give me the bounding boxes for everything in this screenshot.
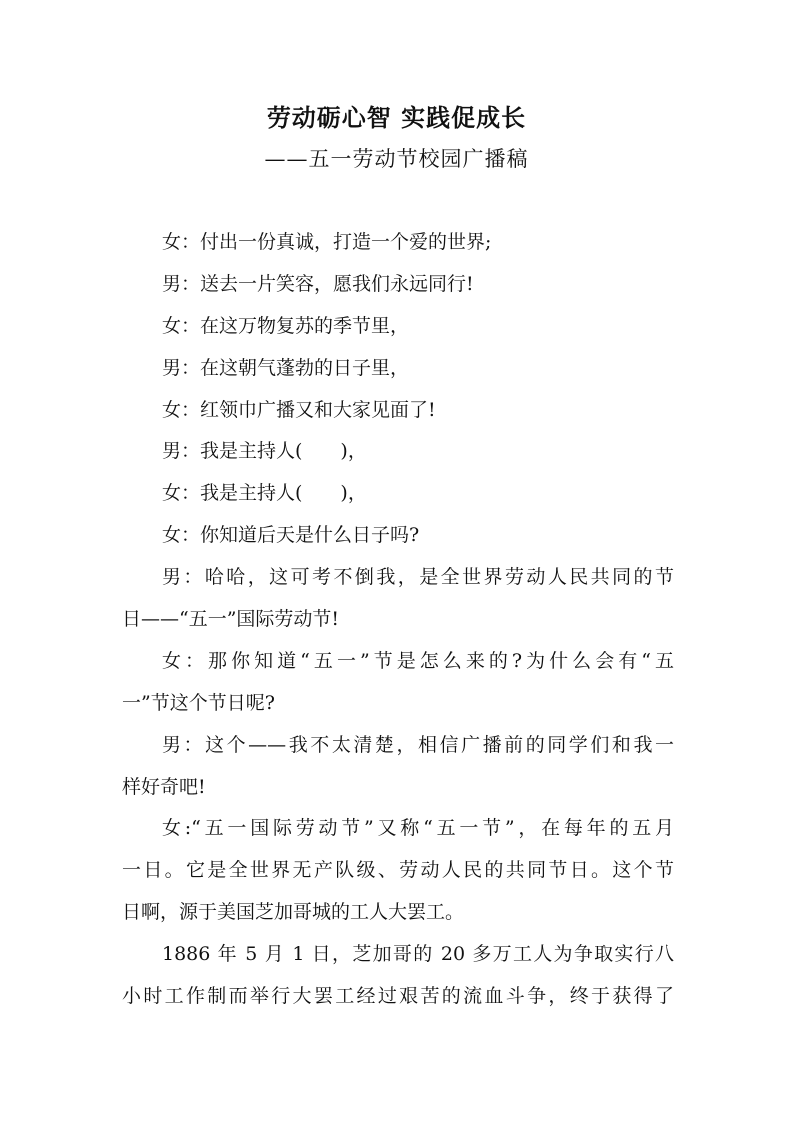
document-title: 劳动砺心智 实践促成长 — [266, 103, 527, 132]
script-line: 男：送去一片笑容，愿我们永远同行! — [162, 272, 474, 295]
script-line-continuation: 一”节这个节日呢? — [122, 691, 275, 714]
paragraph-line: 1886 年 5 月 1 日，芝加哥的 20 多万工人为争取实行八 — [162, 943, 674, 966]
script-line: 女：我是主持人( )， — [162, 482, 367, 505]
document-subtitle: ——五一劳动节校园广播稿 — [264, 147, 529, 171]
script-line: 女:“五一国际劳动节”又称“五一节”，在每年的五月 — [162, 817, 674, 840]
script-line: 男：我是主持人( )， — [162, 440, 367, 463]
script-line-continuation: 日啊，源于美国芝加哥城的工人大罢工。 — [122, 901, 465, 924]
script-line: 女：你知道后天是什么日子吗? — [162, 524, 420, 547]
script-line: 女：付出一份真诚，打造一个爱的世界; — [162, 231, 492, 253]
script-line-continuation: 一日。它是全世界无产队级、劳动人民的共同节日。这个节 — [122, 859, 674, 882]
script-line: 男：哈哈，这可考不倒我，是全世界劳动人民共同的节 — [162, 566, 674, 589]
paragraph-line-continuation: 小时工作制而举行大罢工经过艰苦的流血斗争，终于获得了 — [122, 985, 674, 1008]
script-line: 男：在这朝气蓬勃的日子里， — [162, 356, 410, 379]
script-line: 男：这个——我不太清楚，相信广播前的同学们和我一 — [162, 733, 674, 756]
script-line: 女：那你知道“五一”节是怎么来的?为什么会有“五 — [162, 649, 674, 672]
script-line-continuation: 样好奇吧! — [122, 775, 206, 798]
broadcast-script-body — [122, 222, 674, 1018]
script-line: 女：红领巾广播又和大家见面了! — [162, 398, 436, 421]
script-line: 女：在这万物复苏的季节里， — [162, 314, 410, 337]
script-line-continuation: 日——“五一”国际劳动节! — [122, 608, 340, 631]
